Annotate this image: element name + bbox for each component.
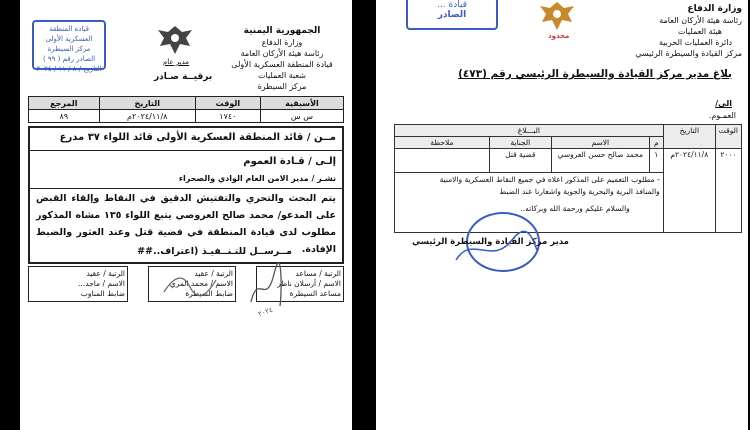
cell-no: ١	[649, 149, 663, 173]
letterhead-line: مركز القيادة والسيطرة الرئيسي	[635, 49, 742, 58]
signature-block-1	[28, 266, 128, 302]
sig-rank: الرتبة / مساعد	[295, 269, 341, 278]
eagle-emblem-icon	[154, 22, 196, 58]
telegram-type: برقيــة صـادر	[154, 72, 213, 82]
meta-value: ٨٩	[29, 110, 100, 123]
col-report: البـــلاغ	[395, 125, 664, 137]
classification-label: محدود	[548, 32, 570, 40]
col-crime: الجناية	[489, 137, 551, 149]
body-line-2: والمنافذ البرية والبحرية والجوية واشعارنا عند الضبط	[499, 187, 660, 196]
cell-date: ٢٠٢٤/١١/٨م	[663, 149, 715, 233]
left-outgoing-stamp	[32, 20, 106, 73]
col-no: م	[649, 137, 663, 149]
seal-scribble-icon	[452, 230, 542, 270]
to-line: إلـى / قـادة العموم	[243, 156, 336, 167]
sig-rank: الرتبة / عقيد	[194, 269, 233, 278]
col-time: الوقت	[715, 125, 741, 149]
handwritten-signature-icon	[246, 262, 286, 312]
signer-title: مدير مركز القيادة والسيطرة الرئيسي	[412, 237, 569, 247]
from-line: مــن / قائد المنطقة العسكرية الأولى قائد اللواء ٣٧ مدرع	[59, 132, 336, 143]
to-value: العمـوم.	[708, 111, 736, 120]
meta-value: س س	[260, 110, 343, 123]
col-note: ملاحظة	[395, 137, 490, 149]
sig-name: الاسم / ماجد...	[78, 279, 125, 288]
letterhead-line: دائرة العمليات الحربية	[658, 38, 732, 47]
body-line-1: - مطلوب التعميم على المذكور اعلاه في جميع النقاط العسكرية والامنية	[439, 175, 660, 184]
letterhead-line: وزارة الدفاع	[261, 38, 303, 47]
meta-header: الوقت	[195, 97, 260, 110]
meta-table	[28, 96, 344, 123]
letterhead-line: قيادة المنطقة العسكرية الأولى	[231, 60, 333, 69]
cc-line: نشـر / مدير الامن العام الوادي والصحراء	[178, 174, 336, 183]
emblem-label: مدير عام	[162, 58, 190, 66]
col-name: الاسم	[551, 137, 649, 149]
to-label: الى/	[715, 99, 732, 108]
handwritten-year: ٢٠٢٤	[257, 305, 274, 319]
meta-value: ١٧٤٠	[195, 110, 260, 123]
sig-title: ضابط السيطرة	[185, 289, 233, 298]
right-eagle-emblem-icon	[536, 0, 578, 36]
stamp-line: الصادر رقم ( ٩٩ )	[42, 55, 96, 63]
left-letterhead	[222, 26, 342, 92]
stamp-line: مركز السيطرة	[47, 45, 91, 53]
sig-name: الاسم / محمد المري	[169, 279, 233, 288]
initials-scribble-icon	[160, 262, 220, 302]
sig-title: ضابط المناوب	[80, 289, 125, 298]
closing-line: مــرســل للتـنــفيـذ (اعتراف..##	[137, 246, 292, 257]
letterhead-line: شعبة العمليات	[258, 71, 306, 80]
letterhead-line: الجمهورية اليمنية	[243, 26, 321, 36]
stamp-line: الصادر	[437, 10, 467, 20]
cell-name: محمد صالح حسن العروسي	[551, 149, 649, 173]
meta-header: المرجع	[29, 97, 100, 110]
col-date: التاريخ	[663, 125, 715, 149]
closing-line: والسلام عليكم ورحمة الله وبركاته..	[520, 204, 630, 213]
letterhead-line: وزارة الدفاع	[687, 4, 742, 14]
right-letterhead	[612, 4, 742, 59]
meta-header: التاريخ	[99, 97, 195, 110]
cell-crime: قضية قتل	[489, 149, 551, 173]
right-document	[376, 0, 748, 430]
stamp-line: قيادة ...	[437, 0, 467, 10]
cell-time: ٢٠٠٠	[715, 149, 741, 233]
sig-rank: الرتبة / عقيد	[86, 269, 125, 278]
message-body: يتم البحث والتحري والتفتيش الدقيق في النقاط وإلقاء القبض على المدعو/ محمد صالح العروصي يتبع اللواء ١٣٥ مشاه المذكور مطلوب لدى قيادة المنطقة في قضية قتل وعند العثور والضبط الإفادة.	[36, 193, 336, 255]
report-title: بلاغ مدير مركز القيادة والسيطرة الرئيسي رقم (٤٧٣)	[458, 68, 732, 80]
stamp-line: التاريخ / ٨ / ١١ / ٢٠٢٤	[36, 65, 102, 73]
letterhead-line: مركز السيطرة	[257, 82, 307, 91]
stamp-line: قيادة المنطقة العسكرية الأولى	[45, 25, 93, 43]
letterhead-line: رئاسة هيئة الأركان العامة	[659, 16, 742, 25]
report-table	[394, 124, 742, 233]
left-document	[20, 0, 352, 430]
meta-header: الأسبقية	[260, 97, 343, 110]
letterhead-line: رئاسة هيئة الأركان العامة	[240, 49, 324, 58]
right-outgoing-stamp	[406, 0, 498, 30]
sig-title: مساعد السيطرة	[289, 289, 341, 298]
message-box	[28, 126, 344, 264]
sig-name: الاسم / أرسلان ناظر	[277, 279, 341, 288]
cell-note	[395, 149, 490, 173]
meta-value: ٢٠٢٤/١١/٨م	[99, 110, 195, 123]
letterhead-line: هيئة العمليات	[677, 27, 722, 36]
